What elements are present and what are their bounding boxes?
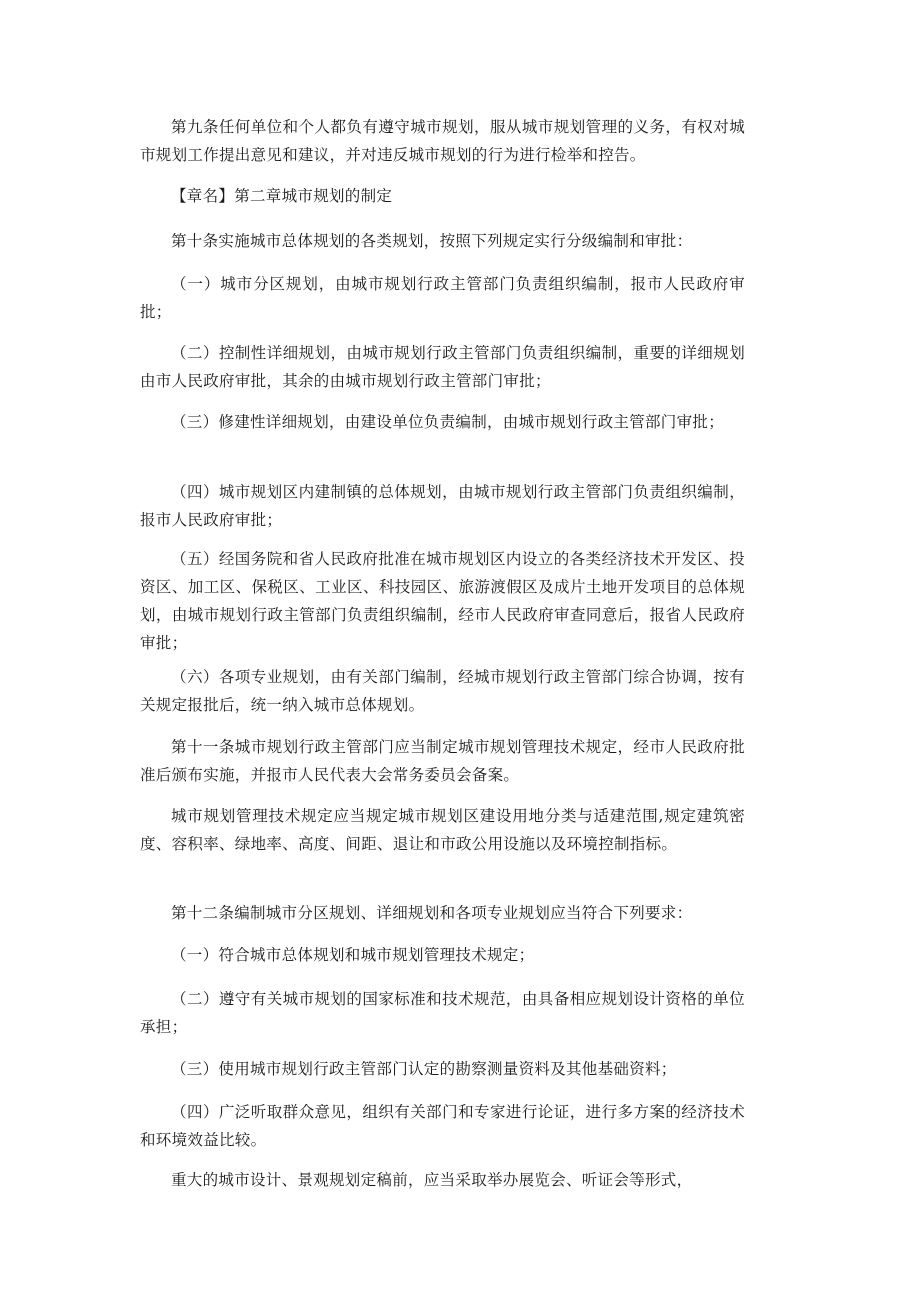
paragraph-article-11: 第十一条城市规划行政主管部门应当制定城市规划管理技术规定，经市人民政府批准后颁布实施，并报市人民代表大会常务委员会备案。 [140, 738, 745, 784]
paragraph-article-12-item-1: （一）符合城市总体规划和城市规划管理技术规定； [171, 946, 535, 964]
paragraph-article-12-item-2: （二）遵守有关城市规划的国家标准和技术规范，由具备相应规划设计资格的单位承担； [140, 990, 745, 1036]
paragraph-article-12: 第十二条编制城市分区规划、详细规划和各项专业规划应当符合下列要求： [171, 904, 693, 922]
paragraph-article-10-item-2: （二）控制性详细规划，由城市规划行政主管部门负责组织编制，重要的详细规划由市人民政府审批，其余的由城市规划行政主管部门审批； [140, 344, 745, 390]
paragraph-article-10-item-1: （一）城市分区规划，由城市规划行政主管部门负责组织编制，报市人民政府审批； [140, 275, 745, 321]
paragraph-article-10-item-5: （五）经国务院和省人民政府批准在城市规划区内设立的各类经济技术开发区、投资区、加工区、保税区、工业区、科技园区、旅游渡假区及成片土地开发项目的总体规划，由城市规划行政主管部门负责组织编制，经市人民政府审查同意后，报省人民政府审批； [140, 550, 745, 652]
paragraph-article-9: 第九条任何单位和个人都负有遵守城市规划，服从城市规划管理的义务，有权对城市规划工作提出意见和建议，并对违反城市规划的行为进行检举和控告。 [140, 118, 745, 164]
paragraph-article-10: 第十条实施城市总体规划的各类规划，按照下列规定实行分级编制和审批： [171, 232, 693, 250]
paragraph-technical-rules: 城市规划管理技术规定应当规定城市规划区建设用地分类与适建范围,规定建筑密度、容积率、绿地率、高度、间距、退让和市政公用设施以及环境控制指标。 [140, 807, 745, 853]
paragraph-major-design: 重大的城市设计、景观规划定稿前，应当采取举办展览会、听证会等形式， [171, 1171, 693, 1189]
paragraph-article-12-item-4: （四）广泛听取群众意见，组织有关部门和专家进行论证，进行多方案的经济技术和环境效益比较。 [140, 1103, 745, 1149]
chapter-heading: 【章名】第二章城市规划的制定 [171, 187, 393, 205]
paragraph-article-10-item-4: （四）城市规划区内建制镇的总体规划，由城市规划行政主管部门负责组织编制，报市人民政府审批； [140, 483, 745, 529]
paragraph-article-10-item-6: （六）各项专业规划，由有关部门编制，经城市规划行政主管部门综合协调，按有关规定报批后，统一纳入城市总体规划。 [140, 668, 745, 714]
paragraph-article-12-item-3: （三）使用城市规划行政主管部门认定的勘察测量资料及其他基础资料； [171, 1060, 677, 1078]
paragraph-article-10-item-3: （三）修建性详细规划，由建设单位负责编制，由城市规划行政主管部门审批； [171, 413, 725, 431]
